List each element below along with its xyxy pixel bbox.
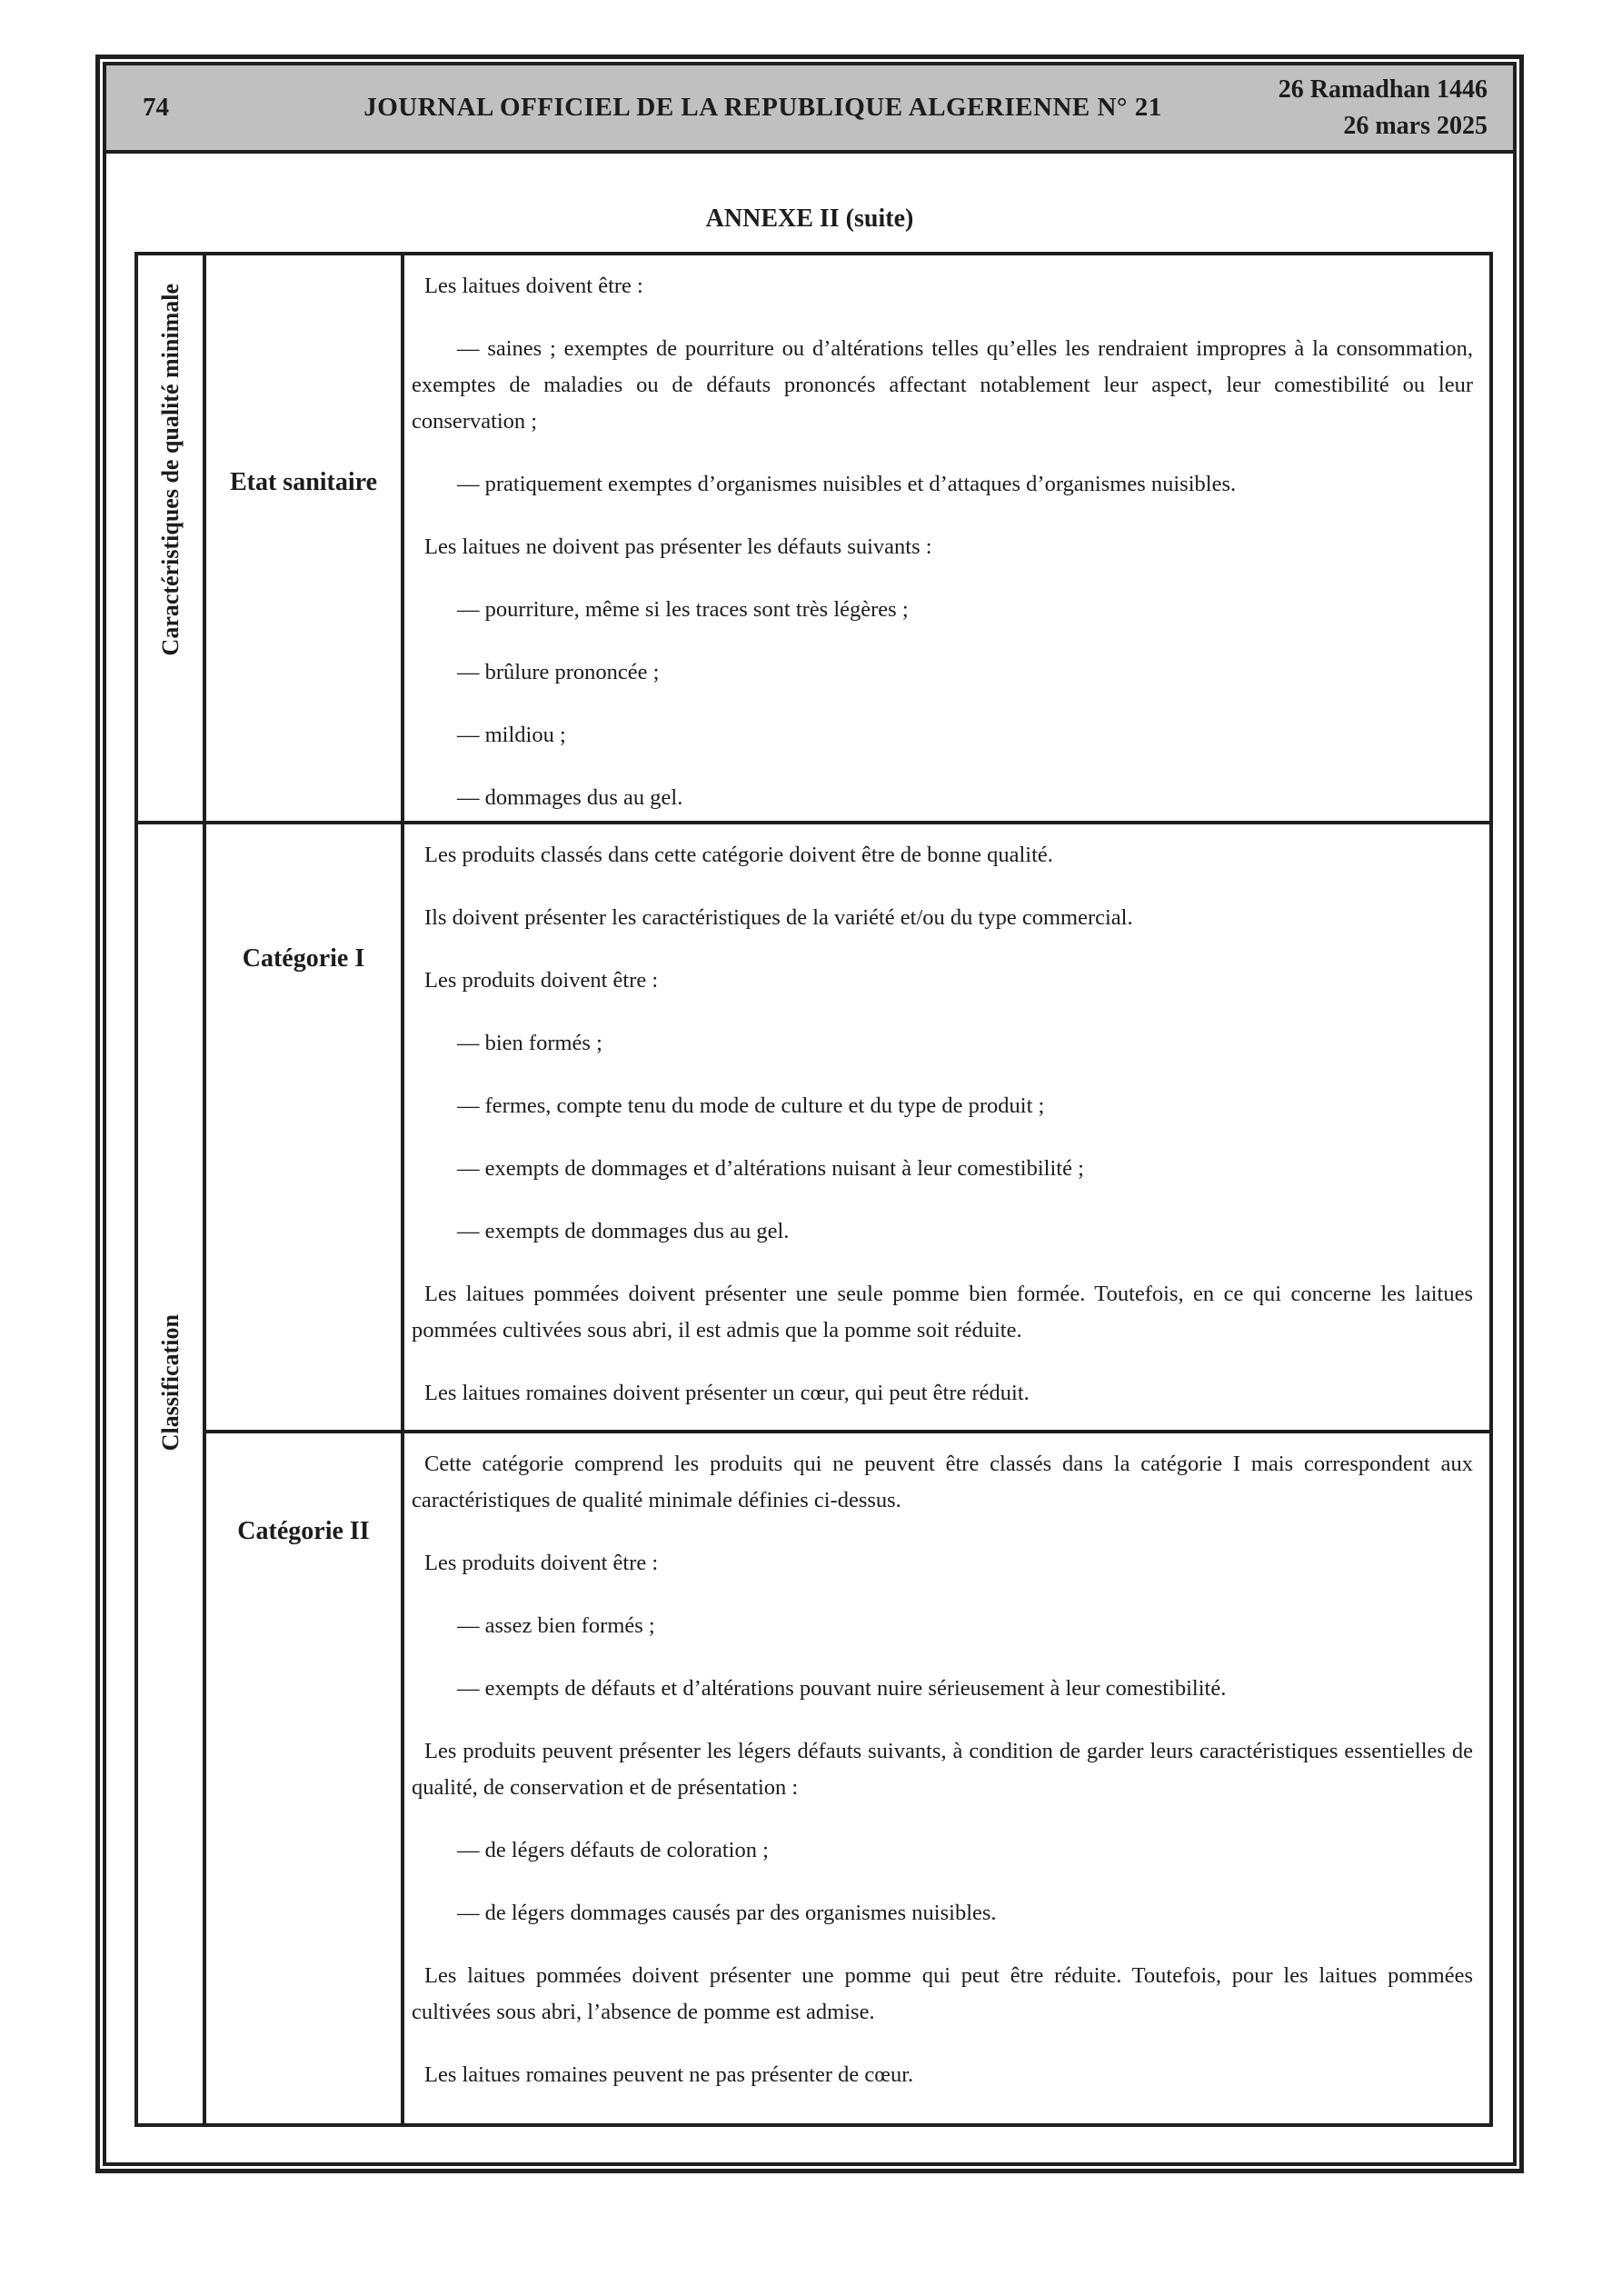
vertical-label-classification: Classification xyxy=(156,1314,184,1452)
quality-classification-table xyxy=(134,252,1493,2127)
paragraph: — exempts de défauts et d’altérations pouvant nuire sérieusement à leur comestibilité. xyxy=(457,1676,1227,1701)
date-gregorian: 26 mars 2025 xyxy=(1343,111,1488,140)
journal-header-band xyxy=(106,65,1513,154)
paragraph: Les produits doivent être : xyxy=(424,968,659,993)
paragraph: Les laitues pommées doivent présenter une pomme qui peut être réduite. Toutefois, pour les laitues pommées cultivées sous abri, l’absence de pomme est admise. xyxy=(412,1963,1473,2024)
page-inner-frame xyxy=(103,62,1517,2166)
paragraph: — pratiquement exemptes d’organismes nuisibles et d’attaques d’organismes nuisibles. xyxy=(457,472,1237,496)
paragraph: Cette catégorie comprend les produits qui ne peuvent être classés dans la catégorie I mais correspondent aux caractéristiques de qualité minimale définies ci-dessus. xyxy=(412,1452,1473,1512)
paragraph: Les laitues romaines doivent présenter un cœur, qui peut être réduit. xyxy=(424,1381,1030,1405)
categorie-1-content xyxy=(404,824,1489,1433)
vertical-label-qualite-minimale: Caractéristiques de qualité minimale xyxy=(156,284,184,656)
paragraph: — exempts de dommages dus au gel. xyxy=(457,1219,790,1243)
paragraph: — fermes, compte tenu du mode de culture et du type de produit ; xyxy=(457,1093,1045,1118)
paragraph: Les produits peuvent présenter les légers défauts suivants, à condition de garder leurs caractéristiques essentielles de qualité, de conservation et de présentation : xyxy=(412,1739,1473,1800)
journal-title: JOURNAL OFFICIEL DE LA REPUBLIQUE ALGERIENNE N° 21 xyxy=(363,93,1162,122)
paragraph: — saines ; exemptes de pourriture ou d’altérations telles qu’elles les rendraient impropres à la consommation, exemptes de maladies ou de défauts prononcés affectant notablement leur aspect, leur comestibilité ou leur conservation ; xyxy=(412,336,1473,434)
date-hijri: 26 Ramadhan 1446 xyxy=(1278,75,1488,104)
categorie-2-content xyxy=(404,1433,1489,2123)
paragraph: Les laitues romaines peuvent ne pas présenter de cœur. xyxy=(424,2062,914,2087)
paragraph: — de légers défauts de coloration ; xyxy=(457,1838,769,1862)
categorie-1-label: Catégorie I xyxy=(242,944,365,973)
group-cell-classification xyxy=(138,824,206,2123)
group-cell-qualite-minimale xyxy=(138,255,206,824)
paragraph: — exempts de dommages et d’altérations nuisant à leur comestibilité ; xyxy=(457,1156,1084,1181)
etat-sanitaire-content xyxy=(404,255,1489,824)
paragraph: — bien formés ; xyxy=(457,1031,602,1055)
categorie-2-label: Catégorie II xyxy=(237,1517,370,1545)
paragraph: Les produits doivent être : xyxy=(424,1551,659,1575)
page-outer-frame xyxy=(95,55,1524,2173)
paragraph: Les produits classés dans cette catégorie doivent être de bonne qualité. xyxy=(424,843,1053,867)
etat-sanitaire-label: Etat sanitaire xyxy=(229,468,378,496)
paragraph: Ils doivent présenter les caractéristiques de la variété et/ou du type commercial. xyxy=(424,905,1133,930)
row-label-categorie-1 xyxy=(206,824,404,1433)
page-number: 74 xyxy=(143,93,169,122)
paragraph: — dommages dus au gel. xyxy=(457,785,683,810)
paragraph: — pourriture, même si les traces sont très légères ; xyxy=(457,597,909,622)
paragraph: — assez bien formés ; xyxy=(457,1613,655,1638)
paragraph: — mildiou ; xyxy=(457,723,566,747)
paragraph: Les laitues ne doivent pas présenter les défauts suivants : xyxy=(424,534,932,559)
journal-dates xyxy=(1265,72,1513,145)
paragraph: Les laitues pommées doivent présenter une seule pomme bien formée. Toutefois, en ce qui concerne les laitues pommées cultivées sous abri, il est admis que la pomme soit réduite. xyxy=(412,1282,1473,1343)
paragraph: Les laitues doivent être : xyxy=(424,274,643,298)
paragraph: — brûlure prononcée ; xyxy=(457,660,660,684)
annexe-title: ANNEXE II (suite) xyxy=(705,205,914,233)
row-label-etat-sanitaire xyxy=(206,255,404,824)
row-label-categorie-2 xyxy=(206,1433,404,2123)
paragraph: — de légers dommages causés par des organismes nuisibles. xyxy=(457,1901,997,1925)
